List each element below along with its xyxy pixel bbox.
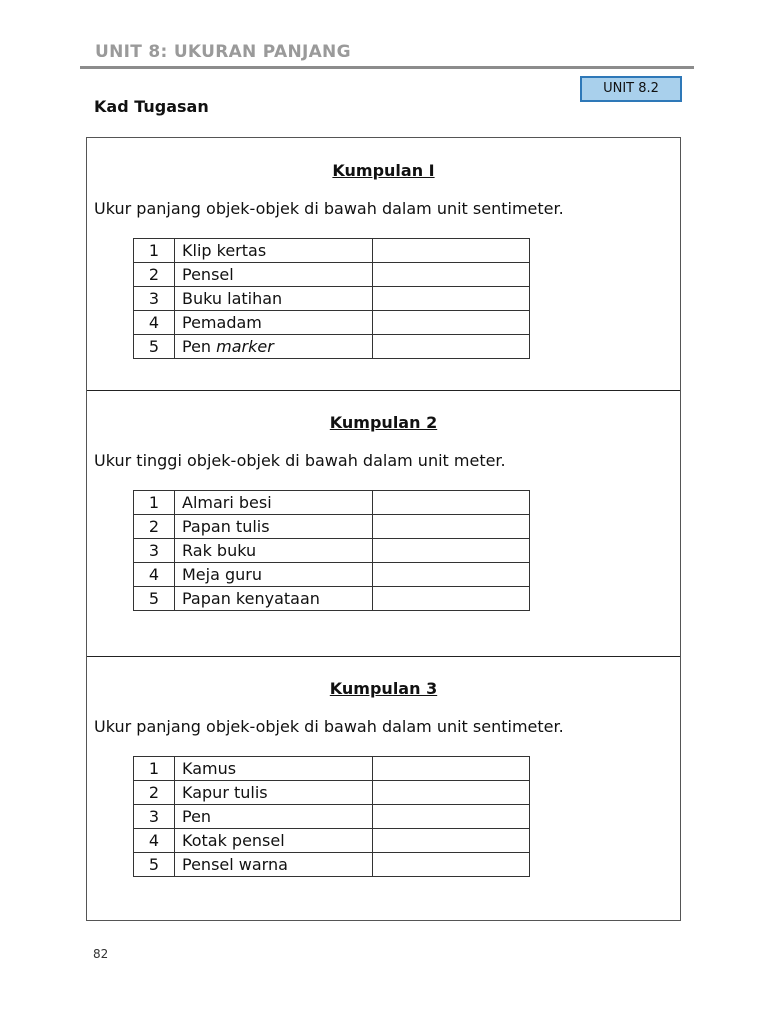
group-section-3 (87, 656, 680, 920)
answer-cell[interactable] (373, 287, 530, 311)
row-item: Kamus (175, 757, 373, 781)
answer-cell[interactable] (373, 757, 530, 781)
row-item (175, 335, 373, 359)
row-item: Pensel warna (175, 853, 373, 877)
table-row (134, 539, 530, 563)
answer-cell[interactable] (373, 829, 530, 853)
task-card (86, 137, 681, 921)
header-rule (80, 66, 694, 69)
table-row (134, 853, 530, 877)
row-number: 2 (134, 515, 175, 539)
row-number: 1 (134, 239, 175, 263)
group-instruction: Ukur panjang objek-objek di bawah dalam unit sentimeter. (94, 717, 564, 736)
row-number: 3 (134, 805, 175, 829)
table-row (134, 563, 530, 587)
row-item: Pemadam (175, 311, 373, 335)
answer-cell[interactable] (373, 781, 530, 805)
row-number: 1 (134, 491, 175, 515)
answer-cell[interactable] (373, 805, 530, 829)
group-title: Kumpulan 3 (329, 679, 438, 698)
row-number: 5 (134, 587, 175, 611)
answer-cell[interactable] (373, 587, 530, 611)
row-item: Pensel (175, 263, 373, 287)
row-item: Almari besi (175, 491, 373, 515)
row-number: 5 (134, 853, 175, 877)
row-number: 4 (134, 311, 175, 335)
table-row (134, 757, 530, 781)
row-number: 2 (134, 781, 175, 805)
row-number: 3 (134, 539, 175, 563)
item-table (133, 238, 530, 359)
table-row (134, 781, 530, 805)
group-section-1 (87, 138, 680, 390)
row-item: Kotak pensel (175, 829, 373, 853)
unit-header-title: UNIT 8: UKURAN PANJANG (95, 42, 351, 62)
row-number: 3 (134, 287, 175, 311)
answer-cell[interactable] (373, 853, 530, 877)
table-row (134, 829, 530, 853)
table-row (134, 491, 530, 515)
row-item: Klip kertas (175, 239, 373, 263)
answer-cell[interactable] (373, 311, 530, 335)
table-row (134, 263, 530, 287)
row-item: Papan tulis (175, 515, 373, 539)
row-item: Papan kenyataan (175, 587, 373, 611)
table-row (134, 805, 530, 829)
unit-badge: UNIT 8.2 (580, 76, 682, 102)
row-item: Kapur tulis (175, 781, 373, 805)
group-title: Kumpulan I (332, 161, 435, 180)
row-item: Rak buku (175, 539, 373, 563)
row-item: Buku latihan (175, 287, 373, 311)
answer-cell[interactable] (373, 335, 530, 359)
table-row (134, 287, 530, 311)
answer-cell[interactable] (373, 563, 530, 587)
row-item-text: Pen (182, 336, 212, 356)
row-number: 5 (134, 335, 175, 359)
group-instruction: Ukur panjang objek-objek di bawah dalam unit sentimeter. (94, 199, 564, 218)
answer-cell[interactable] (373, 539, 530, 563)
table-row (134, 311, 530, 335)
page-number: 82 (93, 947, 109, 961)
group-section-2 (87, 390, 680, 656)
row-number: 4 (134, 563, 175, 587)
row-number: 2 (134, 263, 175, 287)
item-table (133, 756, 530, 877)
answer-cell[interactable] (373, 515, 530, 539)
row-item-italic: marker (216, 336, 274, 356)
table-row (134, 335, 530, 359)
answer-cell[interactable] (373, 263, 530, 287)
group-title: Kumpulan 2 (329, 413, 438, 432)
table-row (134, 239, 530, 263)
item-table (133, 490, 530, 611)
row-item: Meja guru (175, 563, 373, 587)
answer-cell[interactable] (373, 239, 530, 263)
table-row (134, 515, 530, 539)
row-number: 4 (134, 829, 175, 853)
group-instruction: Ukur tinggi objek-objek di bawah dalam unit meter. (94, 451, 506, 470)
row-item: Pen (175, 805, 373, 829)
answer-cell[interactable] (373, 491, 530, 515)
card-title: Kad Tugasan (94, 97, 209, 116)
table-row (134, 587, 530, 611)
row-number: 1 (134, 757, 175, 781)
